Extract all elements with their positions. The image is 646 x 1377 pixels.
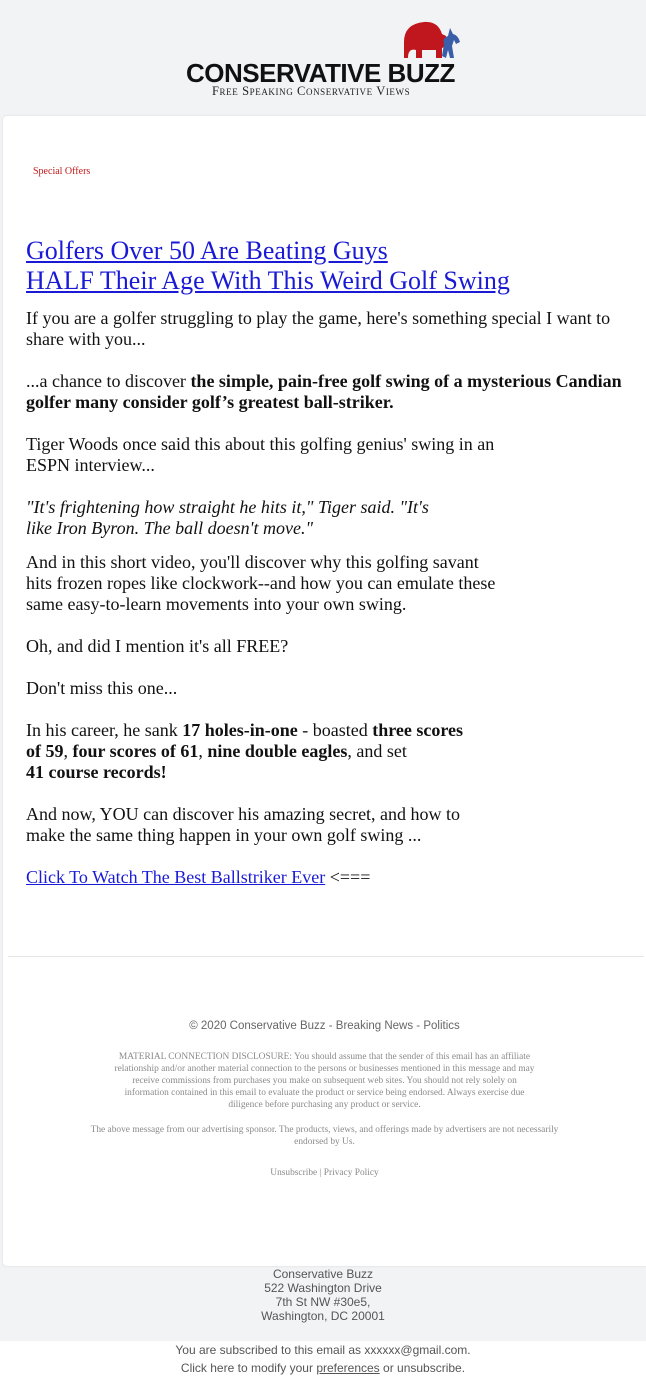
career-paragraph xyxy=(26,720,476,783)
conservative-buzz-logo[interactable] xyxy=(186,18,466,100)
discover-paragraph xyxy=(26,371,636,413)
address-line-2: 522 Washington Drive xyxy=(264,1281,382,1295)
career-bold-2: three scores of 59 xyxy=(26,720,464,761)
sponsor-notice: The above message from our advertising sponsor. The products, views, and offerings made by advertisers are not necessarily endorsed by Us. xyxy=(90,1125,559,1147)
career-text-5: , and set xyxy=(347,741,407,761)
special-offers-label: Special Offers xyxy=(33,166,91,177)
preferences-link[interactable]: preferences xyxy=(316,1361,380,1375)
modify-text-end: or unsubscribe. xyxy=(379,1361,466,1375)
subscribed-email-text: You are subscribed to this email as xxxxxx@gmail.com. xyxy=(175,1343,471,1357)
copyright-text: © 2020 Conservative Buzz - Breaking News - Politics xyxy=(189,1020,460,1032)
discover-text: ...a chance to discover xyxy=(26,371,191,391)
address-line-4: Washington, DC 20001 xyxy=(261,1309,385,1323)
career-bold-4: nine double eagles xyxy=(207,741,348,761)
tiger-quote: "It's frightening how straight he hits it," Tiger said. "It's like Iron Byron. The ball doesn't move." xyxy=(26,497,429,538)
career-text-3: , xyxy=(63,741,73,761)
modify-text-start: Click here to modify your xyxy=(180,1361,317,1375)
privacy-policy-link[interactable]: Privacy Policy xyxy=(323,1168,379,1178)
career-bold-1: 17 holes-in-one xyxy=(182,720,298,740)
secret-paragraph: And now, YOU can discover his amazing secret, and how to make the same thing happen in your own golf swing ... xyxy=(26,804,461,845)
address-line-3: 7th St NW #30e5, xyxy=(275,1295,371,1309)
discover-bold: the simple, pain-free golf swing of a mysterious Candian golfer many consider golf’s greatest ball-striker. xyxy=(26,371,622,412)
logo-wordmark: CONSERVATIVE BUZZ xyxy=(186,58,455,88)
headline-line-2: HALF Their Age With This Weird Golf Swing xyxy=(26,266,510,295)
email-content xyxy=(26,236,636,888)
career-bold-3: four scores of 61 xyxy=(72,741,199,761)
footer-divider xyxy=(8,956,644,957)
email-header xyxy=(0,0,646,116)
modify-preferences-text xyxy=(0,1359,646,1377)
career-text-1: In his career, he sank xyxy=(26,720,183,740)
material-disclosure: MATERIAL CONNECTION DISCLOSURE: You should assume that the sender of this email has an affiliate relationship and/or another material connection to the persons or businesses mentioned in this message and may receive commissions from purchases you make on subsequent web sites. You should not rely solely on information contained in this email to evaluate the product or service being endorsed. Always exercise due diligence before purchasing any product or service. xyxy=(114,1052,535,1110)
watch-video-link[interactable]: Click To Watch The Best Ballstriker Ever xyxy=(26,867,326,887)
career-text-2: - boasted xyxy=(297,720,373,740)
logo-tagline: Free Speaking Conservative Views xyxy=(212,84,411,98)
footer-link-separator: | xyxy=(319,1168,322,1178)
cta-arrow: <=== xyxy=(325,867,371,887)
headline-line-1: Golfers Over 50 Are Beating Guys xyxy=(26,236,388,265)
email-body-card xyxy=(3,116,646,1266)
video-paragraph: And in this short video, you'll discover why this golfing savant hits frozen ropes like clockwork--and how you can emulate these same easy-to-learn movements into your own swing. xyxy=(26,552,496,614)
cta-paragraph xyxy=(26,867,636,888)
free-paragraph: Oh, and did I mention it's all FREE? xyxy=(26,636,289,656)
tiger-paragraph: Tiger Woods once said this about this golfing genius' swing in an ESPN interview... xyxy=(26,434,495,475)
headline-link[interactable] xyxy=(26,236,636,296)
address-line-1: Conservative Buzz xyxy=(272,1267,374,1281)
footer-links xyxy=(3,1168,646,1178)
intro-paragraph: If you are a golfer struggling to play the game, here's something special I want to share with you... xyxy=(26,308,611,349)
mailing-address xyxy=(0,1267,646,1323)
career-text-4: , xyxy=(198,741,208,761)
career-bold-5: 41 course records! xyxy=(26,762,167,782)
dont-miss-paragraph: Don't miss this one... xyxy=(26,678,178,698)
subscription-bar xyxy=(0,1341,646,1377)
unsubscribe-link[interactable]: Unsubscribe xyxy=(270,1168,318,1178)
